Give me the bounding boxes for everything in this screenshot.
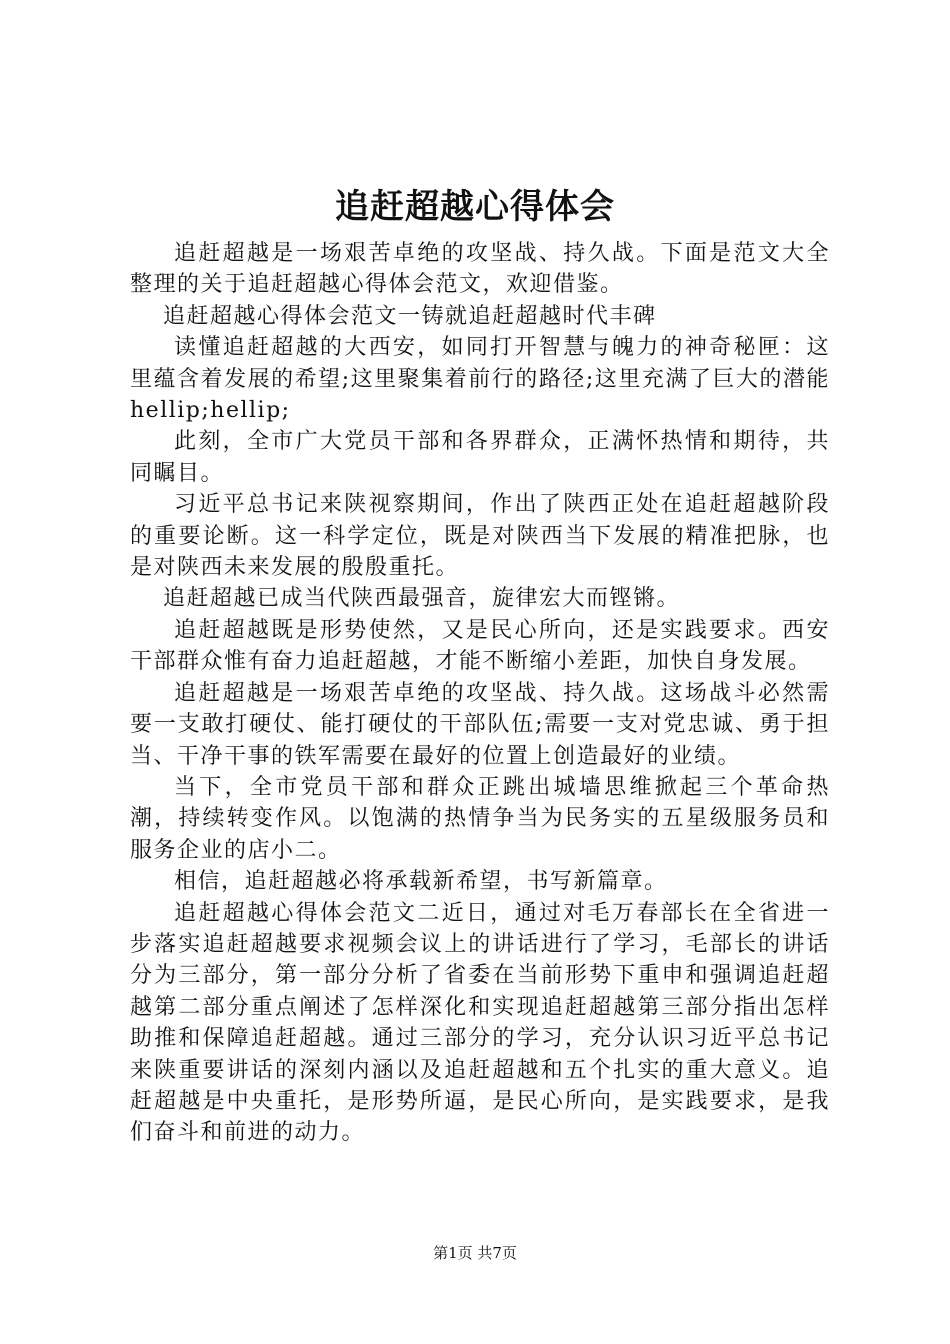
- body-paragraph: 相信，追赶超越必将承载新希望，书写新篇章。: [174, 869, 668, 895]
- body-paragraph: 习近平总书记来陕视察期间，作出了陕西正处在追赶超越阶段的重要论断。这一科学定位，既是对陕西当下发展的精准把脉，也是对陕西未来发展的殷殷重托。: [130, 492, 830, 581]
- body-paragraph: 当下，全市党员干部和群众正跳出城墙思维掀起三个革命热潮，持续转变作风。以饱满的热情争当为民务实的五星级服务员和服务企业的店小二。: [130, 774, 830, 863]
- page-title: 追赶超越心得体会: [335, 187, 615, 227]
- section-heading-one: 追赶超越心得体会范文一铸就追赶超越时代丰碑: [163, 303, 657, 329]
- body-paragraph: 此刻，全市广大党员干部和各界群众，正满怀热情和期待，共同瞩目。: [130, 429, 830, 486]
- body-paragraph: 追赶超越心得体会范文二近日，通过对毛万春部长在全省进一步落实追赶超越要求视频会议上的讲话进行了学习，毛部长的讲话分为三部分，第一部分分析了省委在当前形势下重申和强调追赶超越第二部分重点阐述了怎样深化和实现追赶超越第三部分指出怎样助推和保障追赶超越。通过三部分的学习，充分认识习近平总书记来陕重要讲话的深刻内涵以及追赶超越和五个扎实的重大意义。追赶超越是中央重托，是形势所逼，是民心所向，是实践要求，是我们奋斗和前进的动力。: [130, 900, 830, 1146]
- body-paragraph: 追赶超越已成当代陕西最强音，旋律宏大而铿锵。: [163, 586, 681, 612]
- article-body: [130, 238, 830, 1149]
- body-paragraph: 追赶超越既是形势使然，又是民心所向，还是实践要求。西安干部群众惟有奋力追赶超越，才能不断缩小差距，加快自身发展。: [130, 617, 830, 675]
- body-paragraph: 追赶超越是一场艰苦卓绝的攻坚战、持久战。这场战斗必然需要一支敢打硬仗、能打硬仗的干部队伍;需要一支对党忠诚、勇于担当、干净干事的铁军需要在最好的位置上创造最好的业绩。: [130, 680, 830, 769]
- page-number-footer: 第1页 共7页: [433, 1244, 517, 1262]
- body-paragraph: 读懂追赶超越的大西安，如同打开智慧与魄力的神奇秘匣：这里蕴含着发展的希望;这里聚集着前行的路径;这里充满了巨大的潜能hellip;hellip;: [130, 335, 830, 424]
- intro-paragraph: 追赶超越是一场艰苦卓绝的攻坚战、持久战。下面是范文大全整理的关于追赶超越心得体会范文，欢迎借鉴。: [130, 241, 830, 298]
